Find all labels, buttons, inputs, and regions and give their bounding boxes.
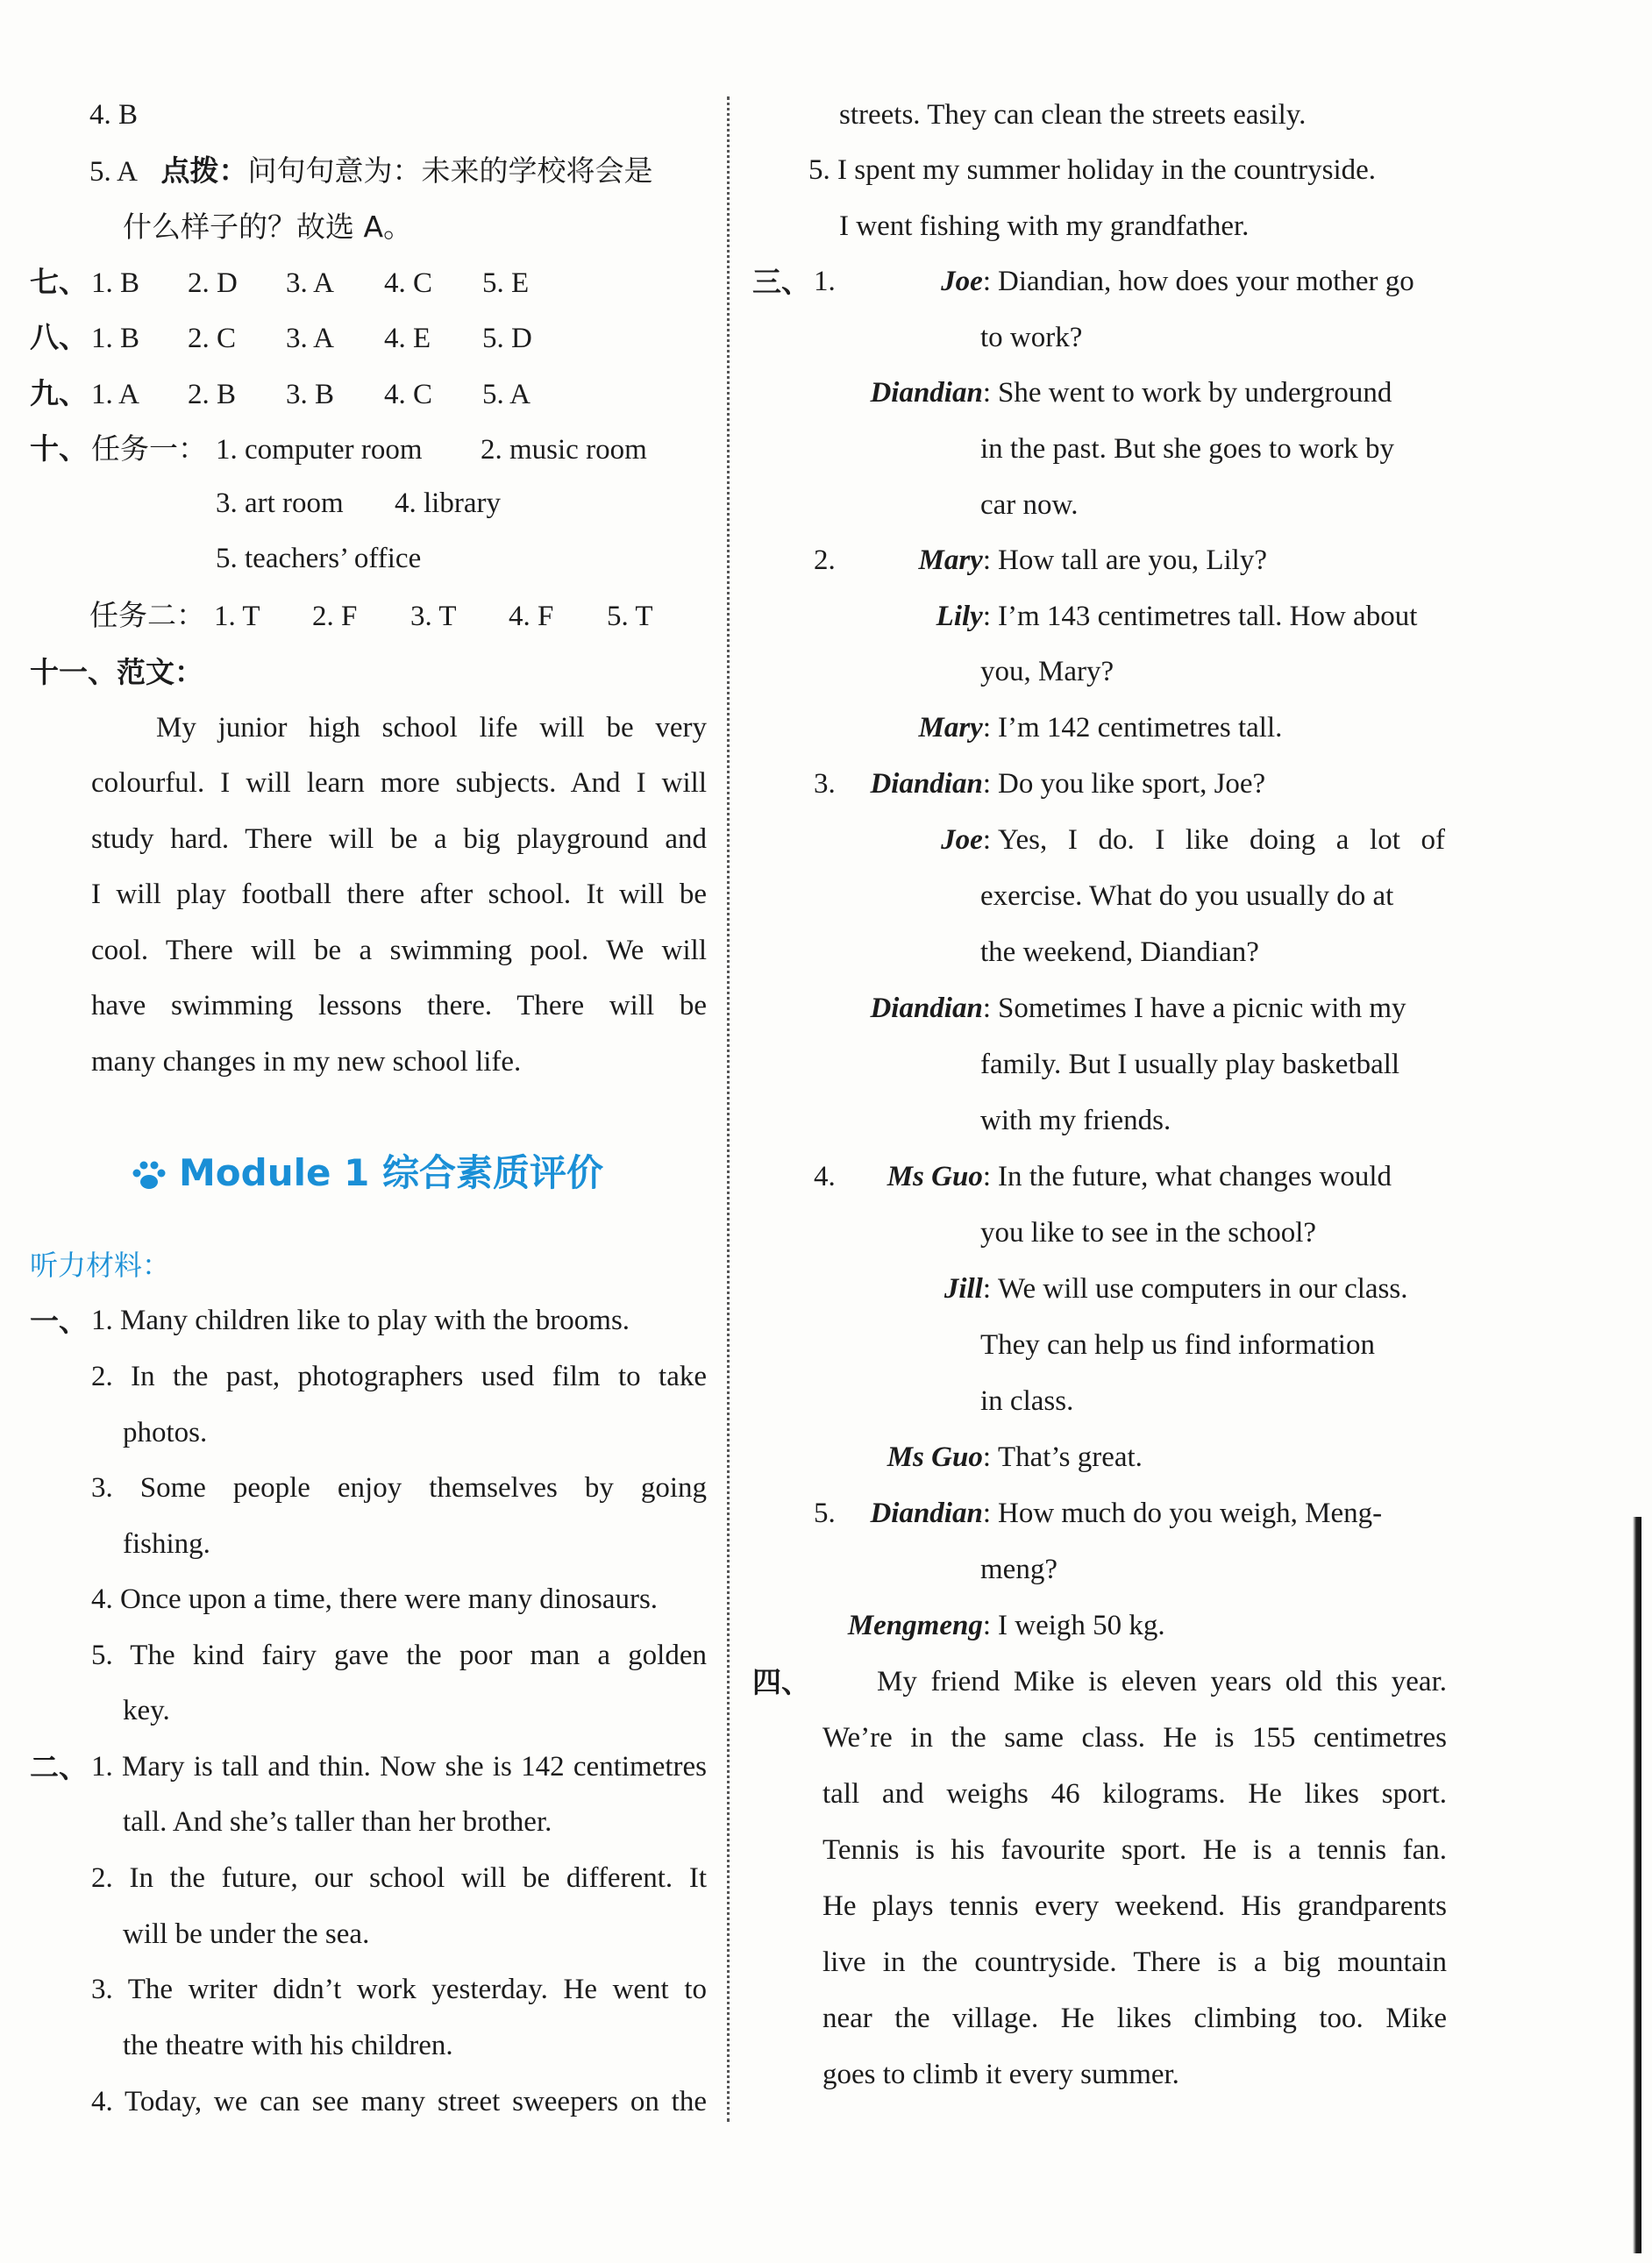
essay-line: cool. There will be a swimming pool. We will xyxy=(91,935,707,966)
answer: 3. A xyxy=(286,267,335,299)
passage-line: near the village. He likes climbing too. Mike xyxy=(822,2003,1447,2034)
utterance: I’m 142 centimetres tall. xyxy=(998,712,1283,744)
utterance: Do you like sport, Joe? xyxy=(998,768,1266,800)
q7-row xyxy=(30,267,529,298)
speaker: Diandian: xyxy=(870,768,991,800)
script-line: photos. xyxy=(123,1417,208,1448)
section-number: 三、 xyxy=(752,265,810,299)
answer: 3. A xyxy=(286,323,335,354)
utterance: She went to work by underground xyxy=(998,377,1392,409)
essay-line: colourful. I will learn more subjects. And I will xyxy=(91,767,707,799)
dialogue-line: with my friends. xyxy=(980,1105,1171,1136)
utterance: In the future, what changes would xyxy=(998,1161,1392,1192)
item-number: 4. xyxy=(814,1161,836,1192)
section-number: 四、 xyxy=(752,1665,810,1699)
answer: 3. art room xyxy=(216,487,344,519)
answer: 5. E xyxy=(482,267,530,299)
answer: 2. F xyxy=(312,601,358,632)
answer-line: 4. B xyxy=(89,99,139,131)
q10-row xyxy=(216,489,501,518)
script-line: 1. Many children like to play with the brooms. xyxy=(91,1305,630,1336)
answer: 1. computer room xyxy=(216,434,423,466)
script-line: 3. The writer didn’t work yesterday. He went to xyxy=(91,1974,707,2005)
passage-line: Tennis is his favourite sport. He is a tennis fan. xyxy=(822,1834,1447,1866)
utterance: I weigh 50 kg. xyxy=(998,1610,1165,1641)
module-title xyxy=(132,1144,603,1197)
answer: 2. music room xyxy=(481,434,647,466)
essay-line: have swimming lessons there. There will be xyxy=(91,990,707,1021)
script-line: 4. Once upon a time, there were many dinosaurs. xyxy=(91,1583,659,1615)
utterance: Sometimes I have a picnic with my xyxy=(998,993,1406,1024)
speaker: Ms Guo: xyxy=(887,1441,991,1473)
speaker: Diandian: xyxy=(870,1498,991,1529)
item-number: 1. xyxy=(814,266,836,297)
answer: 4. library xyxy=(395,487,501,519)
task-label: 任务一： xyxy=(91,431,207,466)
script-line: 5. I spent my summer holiday in the countryside. xyxy=(808,154,1377,186)
dialogue-line: in the past. But she goes to work by xyxy=(980,433,1395,465)
passage-line: goes to climb it every summer. xyxy=(822,2059,1179,2090)
answer: 3. T xyxy=(410,601,457,632)
section-number: 一、 xyxy=(30,1304,88,1338)
section-number: 九、 xyxy=(30,376,88,410)
script-line: I went fishing with my grandfather. xyxy=(839,210,1250,242)
dialogue-line: car now. xyxy=(980,489,1079,521)
answer: 4. C xyxy=(384,379,433,410)
answer: 3. B xyxy=(286,379,335,410)
answer: 1. A xyxy=(91,379,140,410)
dialogue-line: exercise. What do you usually do at xyxy=(980,880,1394,912)
dialogue-line: you like to see in the school? xyxy=(980,1217,1317,1249)
speaker: Diandian: xyxy=(870,993,991,1024)
left-column xyxy=(0,0,728,2263)
essay-line: study hard. There will be a big playground and xyxy=(91,823,707,855)
listening-label: 听力材料： xyxy=(30,1249,171,1282)
script-line: streets. They can clean the streets easily. xyxy=(839,99,1307,131)
speaker: Mengmeng: xyxy=(847,1610,991,1641)
item-number: 5. xyxy=(814,1498,836,1529)
q9-row xyxy=(30,376,531,410)
script-line: 2. In the past, photographers used film to take xyxy=(91,1361,707,1392)
answer: 5. D xyxy=(482,323,532,354)
script-line: 2. In the future, our school will be different. It xyxy=(91,1862,707,1894)
answer: 1. B xyxy=(91,267,140,299)
section-number: 十、 xyxy=(30,431,88,466)
dialogue-line: the weekend, Diandian? xyxy=(980,936,1259,968)
script-line: key. xyxy=(123,1695,170,1726)
section-heading: 十一、范文： xyxy=(30,655,203,689)
utterance: I’m 143 centimetres tall. How about xyxy=(998,601,1418,632)
answer: 5. A xyxy=(89,156,137,188)
hint-text: 问句句意为：未来的学校将会是 xyxy=(247,153,653,188)
utterance: We will use computers in our class. xyxy=(998,1273,1408,1305)
hint-label: 点拨： xyxy=(160,153,248,188)
script-line: 1. Mary is tall and thin. Now she is 142 centimetres xyxy=(91,1751,707,1783)
speaker: Mary: xyxy=(918,712,991,744)
answer-line xyxy=(89,153,653,188)
speaker: Joe: xyxy=(941,266,991,297)
passage-line: live in the countryside. There is a big mountain xyxy=(822,1946,1447,1978)
right-column xyxy=(737,0,1652,2263)
dialogue-line: you, Mary? xyxy=(980,656,1114,687)
section-number: 二、 xyxy=(30,1750,88,1784)
speaker: Jill: xyxy=(943,1273,991,1305)
answer: 4. C xyxy=(384,267,433,299)
paw-icon xyxy=(132,1160,167,1192)
answer: 1. T xyxy=(214,601,260,632)
q8-row xyxy=(30,320,532,354)
q10-row xyxy=(30,431,647,466)
script-line: 3. Some people enjoy themselves by going xyxy=(91,1472,707,1504)
answer: 4. E xyxy=(384,323,431,354)
passage-line: My friend Mike is eleven years old this year. xyxy=(877,1666,1447,1697)
script-line: will be under the sea. xyxy=(123,1918,370,1950)
answer: 2. C xyxy=(188,323,237,354)
dialogue-line: meng? xyxy=(980,1554,1057,1585)
dialogue-line: to work? xyxy=(980,322,1083,353)
section-number: 七、 xyxy=(30,265,88,299)
passage-line: tall and weighs 46 kilograms. He likes sport. xyxy=(822,1778,1447,1810)
answer: 5. T xyxy=(607,601,653,632)
essay-line: My junior high school life will be very xyxy=(156,712,707,744)
dialogue-line: in class. xyxy=(980,1385,1074,1417)
passage-line: He plays tennis every weekend. His grandparents xyxy=(822,1890,1447,1922)
q10-row: 5. teachers’ office xyxy=(216,543,422,574)
script-line: 4. Today, we can see many street sweepers on the xyxy=(91,2086,707,2117)
dialogue-line: They can help us find information xyxy=(980,1329,1375,1361)
section-number: 八、 xyxy=(30,320,88,354)
dialogue-line: family. But I usually play basketball xyxy=(980,1049,1400,1080)
hint-text: 什么样子的？故选 A。 xyxy=(123,210,413,244)
item-number: 3. xyxy=(814,768,836,800)
utterance: That’s great. xyxy=(998,1441,1143,1473)
essay-line: many changes in my new school life. xyxy=(91,1046,522,1078)
essay-line: I will play football there after school. It will be xyxy=(91,879,707,910)
passage-line: We’re in the same class. He is 155 centimetres xyxy=(822,1722,1447,1754)
speaker: Diandian: xyxy=(870,377,991,409)
utterance: Diandian, how does your mother go xyxy=(998,266,1414,297)
utterance: How much do you weigh, Meng- xyxy=(998,1498,1383,1529)
script-line: fishing. xyxy=(123,1528,210,1560)
speaker: Joe: xyxy=(941,824,991,856)
script-line: tall. And she’s taller than her brother. xyxy=(123,1806,552,1838)
answer: 4. F xyxy=(509,601,554,632)
utterance: How tall are you, Lily? xyxy=(998,544,1267,576)
answer: 1. B xyxy=(91,323,140,354)
speaker: Lily: xyxy=(936,601,991,632)
item-number: 2. xyxy=(814,544,836,576)
speaker: Ms Guo: xyxy=(887,1161,991,1192)
script-line: the theatre with his children. xyxy=(123,2030,453,2061)
answer: 5. A xyxy=(482,379,531,410)
module-title-text: Module 1 综合素质评价 xyxy=(179,1151,603,1194)
script-line: 5. The kind fairy gave the poor man a golden xyxy=(91,1640,707,1671)
answer: 2. D xyxy=(188,267,238,299)
q10-task2-row xyxy=(89,598,653,632)
task-label: 任务二： xyxy=(89,598,205,632)
answer: 2. B xyxy=(188,379,237,410)
speaker: Mary: xyxy=(918,544,991,576)
utterance: Yes, I do. I like doing a lot of xyxy=(998,824,1445,856)
